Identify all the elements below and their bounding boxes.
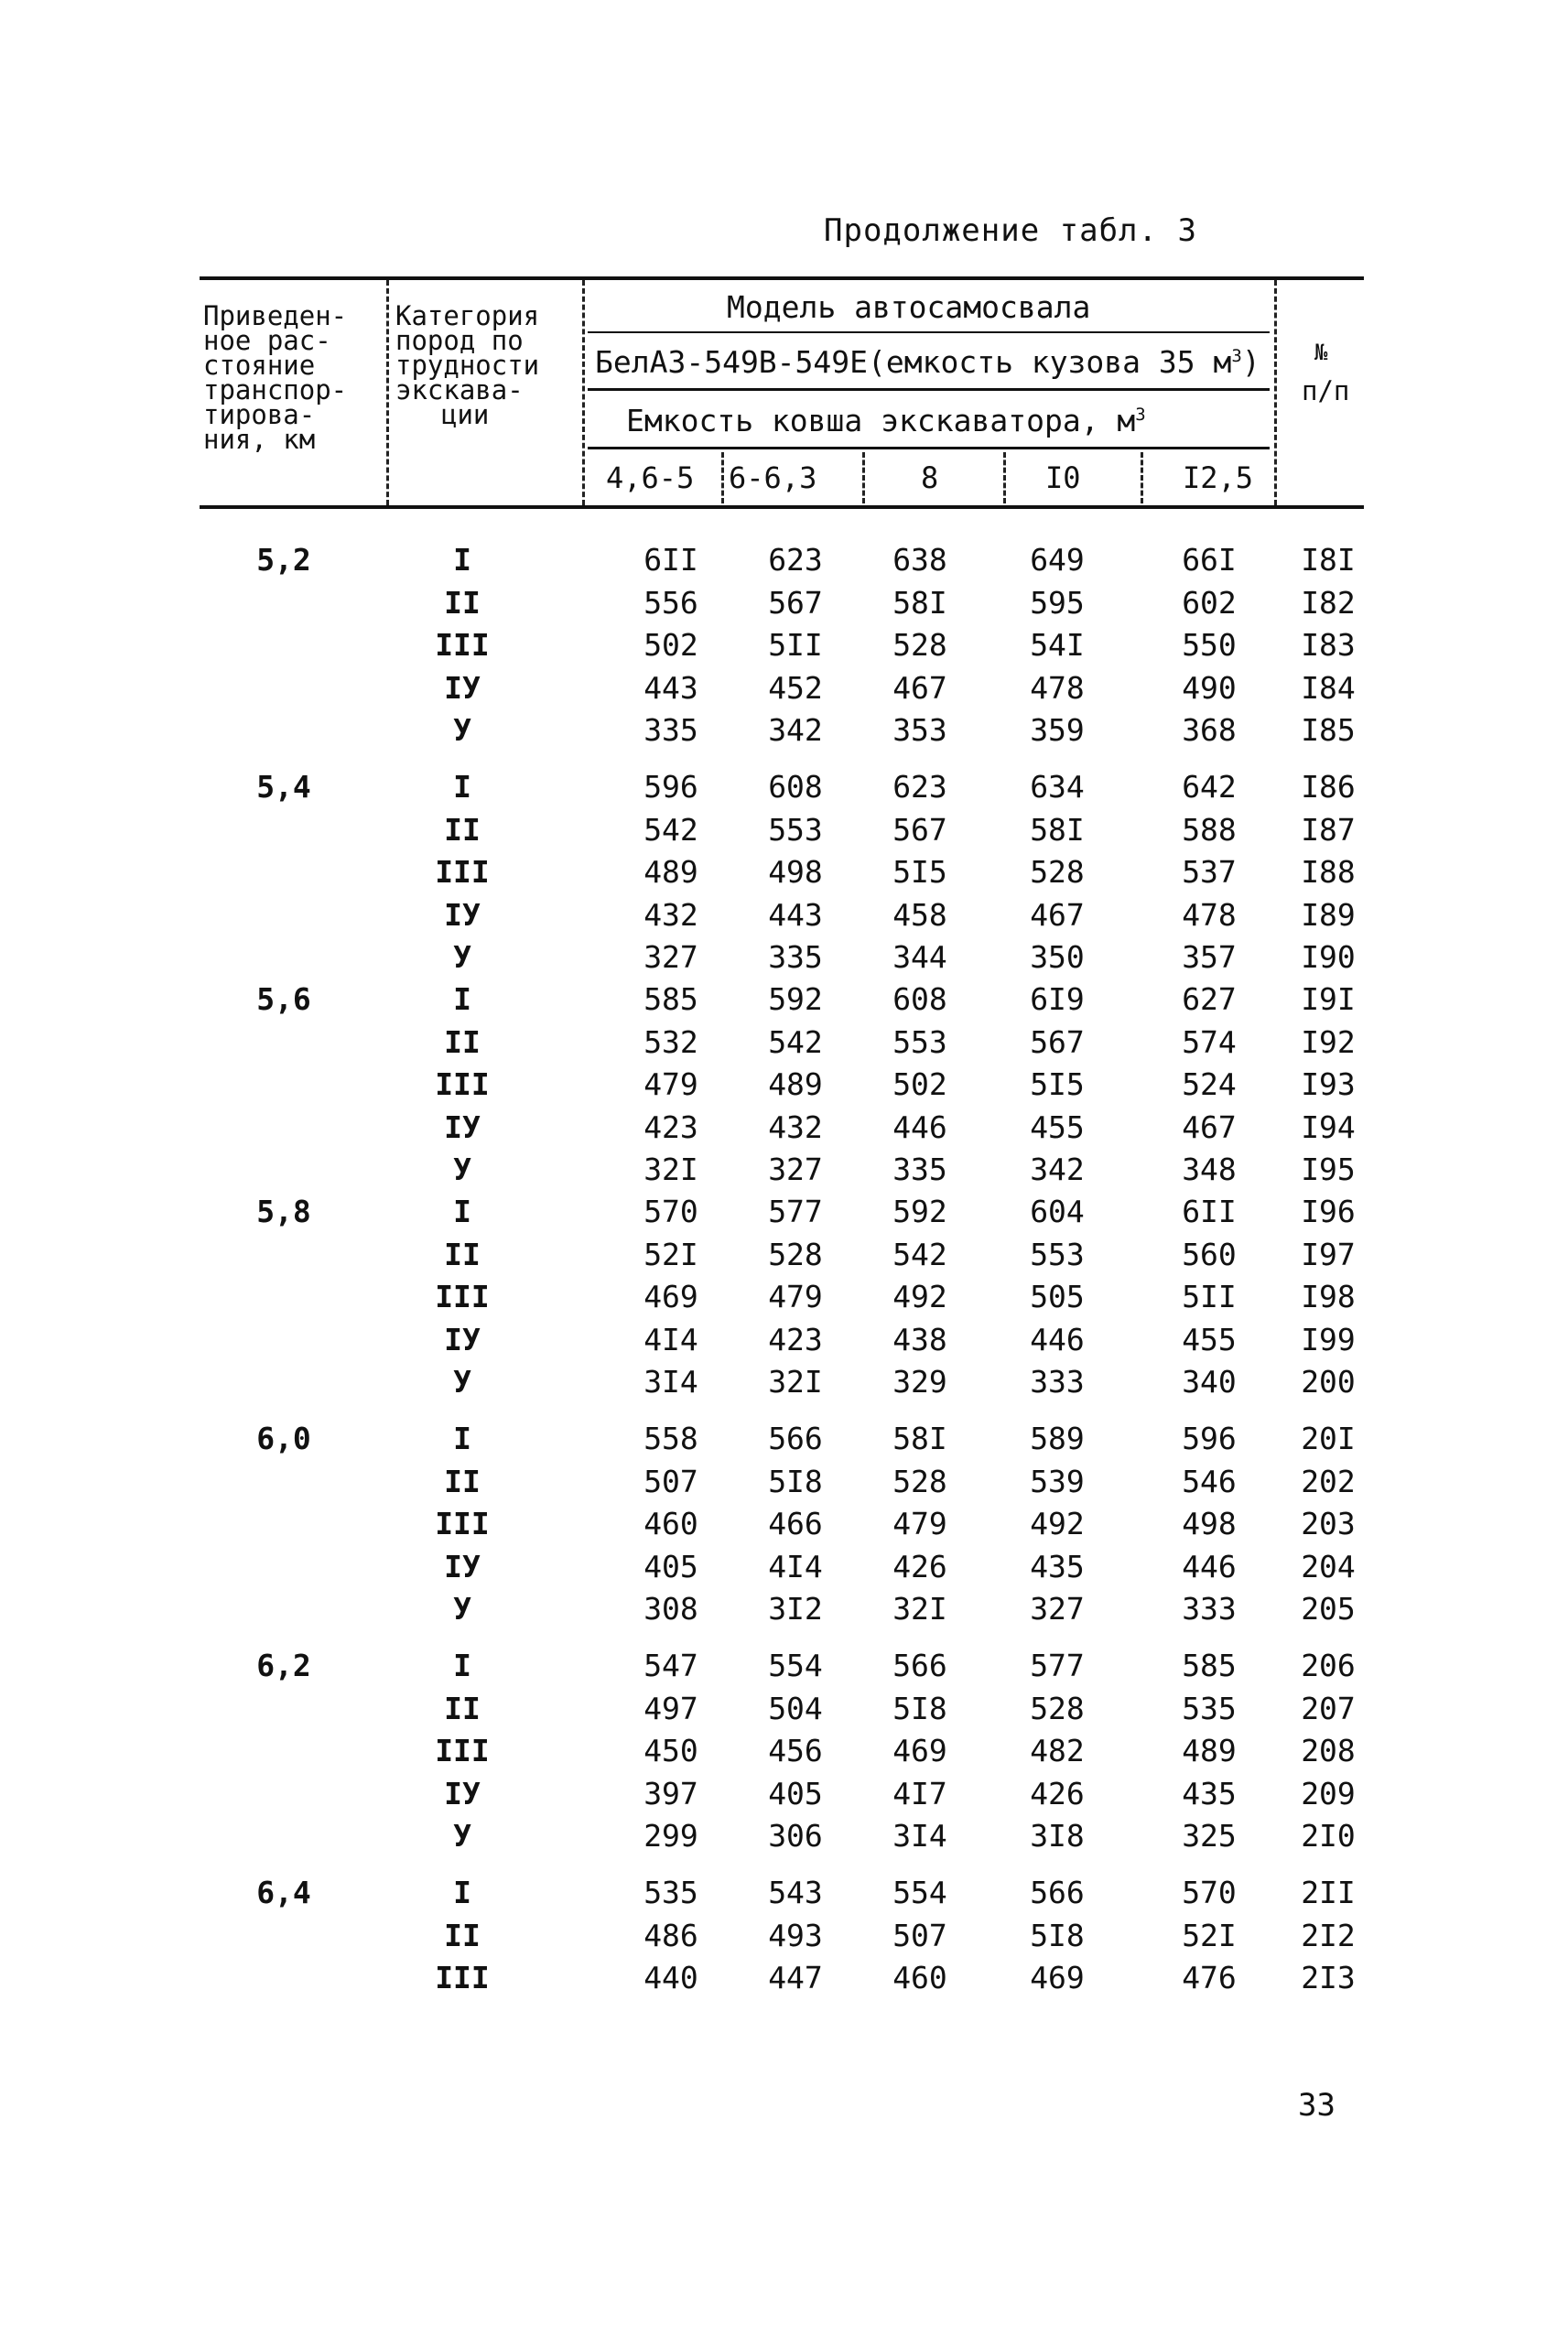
value-cell: 469 <box>892 1733 947 1768</box>
row-number-cell: I94 <box>1301 1109 1356 1145</box>
value-cell: 3I4 <box>643 1364 698 1400</box>
value-cell: 58I <box>892 585 947 621</box>
value-cell: 460 <box>892 1960 947 1995</box>
row-number-cell: 206 <box>1301 1648 1356 1683</box>
value-cell: 507 <box>643 1464 698 1499</box>
row-number-cell: I93 <box>1301 1066 1356 1102</box>
category-cell: У <box>453 1152 471 1187</box>
value-cell: 443 <box>643 670 698 706</box>
value-cell: 32I <box>892 1591 947 1627</box>
page-number: 33 <box>1298 2087 1336 2124</box>
value-cell: 479 <box>643 1066 698 1102</box>
value-cell: 528 <box>1030 1691 1085 1726</box>
value-cell: 52I <box>643 1237 698 1272</box>
value-cell: 554 <box>768 1648 823 1683</box>
header-category-line: трудности <box>395 350 540 381</box>
value-cell: 507 <box>892 1918 947 1953</box>
value-cell: 5II <box>768 627 823 663</box>
header-distance-line: ния, км <box>203 424 316 455</box>
value-cell: 342 <box>768 712 823 748</box>
distance-cell: 5,2 <box>256 542 311 578</box>
value-cell: 566 <box>892 1648 947 1683</box>
value-cell: 585 <box>1182 1648 1237 1683</box>
value-cell: 5I8 <box>768 1464 823 1499</box>
value-cell: 405 <box>643 1549 698 1584</box>
value-cell: 5I5 <box>892 854 947 890</box>
value-cell: 357 <box>1182 939 1237 975</box>
row-number-cell: I90 <box>1301 939 1356 975</box>
category-cell: III <box>435 1960 490 1995</box>
value-cell: 438 <box>892 1322 947 1357</box>
value-cell: 595 <box>1030 585 1085 621</box>
value-cell: 493 <box>768 1918 823 1953</box>
value-cell: 553 <box>768 812 823 848</box>
category-cell: II <box>444 812 481 848</box>
category-cell: IУ <box>444 1776 481 1811</box>
category-cell: III <box>435 1733 490 1768</box>
value-cell: 456 <box>768 1733 823 1768</box>
row-number-cell: 208 <box>1301 1733 1356 1768</box>
value-cell: 592 <box>768 981 823 1017</box>
value-cell: 435 <box>1030 1549 1085 1584</box>
capacity-header: 6-6,3 <box>729 460 817 495</box>
value-cell: 447 <box>768 1960 823 1995</box>
category-cell: III <box>435 627 490 663</box>
header-category-line: пород по <box>395 325 524 356</box>
capacity-header: I0 <box>1045 460 1081 495</box>
row-number-cell: 207 <box>1301 1691 1356 1726</box>
row-number-cell: 20I <box>1301 1421 1356 1456</box>
row-number-cell: I84 <box>1301 670 1356 706</box>
value-cell: 440 <box>643 1960 698 1995</box>
header-distance-line: тирова- <box>203 399 316 430</box>
category-cell: I <box>453 1875 471 1910</box>
row-number-cell: 200 <box>1301 1364 1356 1400</box>
value-cell: 602 <box>1182 585 1237 621</box>
distance-cell: 6,0 <box>256 1421 311 1456</box>
value-cell: 32I <box>643 1152 698 1187</box>
category-cell: IУ <box>444 670 481 706</box>
truck-model <box>595 346 1260 379</box>
value-cell: 353 <box>892 712 947 748</box>
row-number-cell: I9I <box>1301 981 1356 1017</box>
value-cell: 550 <box>1182 627 1237 663</box>
value-cell: 546 <box>1182 1464 1237 1499</box>
value-cell: 5I8 <box>892 1691 947 1726</box>
category-cell: IУ <box>444 1109 481 1145</box>
value-cell: 498 <box>768 854 823 890</box>
value-cell: 592 <box>892 1194 947 1229</box>
row-number-cell: I89 <box>1301 897 1356 933</box>
value-cell: 58I <box>1030 812 1085 848</box>
distance-cell: 6,2 <box>256 1648 311 1683</box>
value-cell: 58I <box>892 1421 947 1456</box>
value-cell: 52I <box>1182 1918 1237 1953</box>
distance-cell: 6,4 <box>256 1875 311 1910</box>
value-cell: 608 <box>768 769 823 805</box>
value-cell: 476 <box>1182 1960 1237 1995</box>
value-cell: 3I4 <box>892 1818 947 1854</box>
value-cell: 560 <box>1182 1237 1237 1272</box>
value-cell: 482 <box>1030 1733 1085 1768</box>
value-cell: 535 <box>643 1875 698 1910</box>
value-cell: 574 <box>1182 1024 1237 1060</box>
value-cell: 539 <box>1030 1464 1085 1499</box>
row-number-cell: I96 <box>1301 1194 1356 1229</box>
value-cell: 567 <box>768 585 823 621</box>
value-cell: 547 <box>643 1648 698 1683</box>
value-cell: 299 <box>643 1818 698 1854</box>
category-cell: II <box>444 1918 481 1953</box>
header-category-line: ции <box>441 399 490 430</box>
row-number-cell: 204 <box>1301 1549 1356 1584</box>
row-number-cell: I98 <box>1301 1279 1356 1314</box>
value-cell: 466 <box>768 1506 823 1541</box>
category-cell: I <box>453 542 471 578</box>
category-cell: IУ <box>444 1322 481 1357</box>
table-caption: Продолжение табл. 3 <box>824 212 1197 249</box>
category-cell: II <box>444 1237 481 1272</box>
model-title-rule <box>588 331 1270 333</box>
category-cell: III <box>435 1066 490 1102</box>
value-cell: 446 <box>892 1109 947 1145</box>
value-cell: 327 <box>768 1152 823 1187</box>
value-cell: 469 <box>1030 1960 1085 1995</box>
header-distance-line: ное рас- <box>203 325 331 356</box>
row-number-cell: I97 <box>1301 1237 1356 1272</box>
row-number-cell: I83 <box>1301 627 1356 663</box>
truck-model-unit-exp: 3 <box>1231 346 1242 366</box>
value-cell: 423 <box>768 1322 823 1357</box>
value-cell: 344 <box>892 939 947 975</box>
value-cell: 446 <box>1030 1322 1085 1357</box>
value-cell: 432 <box>768 1109 823 1145</box>
value-cell: 32I <box>768 1364 823 1400</box>
value-cell: 4I4 <box>643 1322 698 1357</box>
value-cell: 489 <box>643 854 698 890</box>
value-cell: 567 <box>892 812 947 848</box>
value-cell: 577 <box>768 1194 823 1229</box>
value-cell: 325 <box>1182 1818 1237 1854</box>
cap-separator-2 <box>862 452 865 503</box>
value-cell: 556 <box>643 585 698 621</box>
row-number-cell: I88 <box>1301 854 1356 890</box>
row-number-cell: I82 <box>1301 585 1356 621</box>
header-top-rule <box>200 276 1364 280</box>
category-cell: III <box>435 1506 490 1541</box>
value-cell: 528 <box>1030 854 1085 890</box>
value-cell: 335 <box>892 1152 947 1187</box>
value-cell: 455 <box>1030 1109 1085 1145</box>
col-separator-1 <box>386 280 389 505</box>
value-cell: 467 <box>1182 1109 1237 1145</box>
value-cell: 489 <box>1182 1733 1237 1768</box>
value-cell: 4I4 <box>768 1549 823 1584</box>
value-cell: 570 <box>643 1194 698 1229</box>
value-cell: 335 <box>643 712 698 748</box>
value-cell: 478 <box>1182 897 1237 933</box>
value-cell: 455 <box>1182 1322 1237 1357</box>
value-cell: 535 <box>1182 1691 1237 1726</box>
value-cell: 524 <box>1182 1066 1237 1102</box>
value-cell: 5I5 <box>1030 1066 1085 1102</box>
truck-model-text: БелАЗ-549В-549Е(емкость кузова 35 м <box>595 344 1232 380</box>
value-cell: 333 <box>1030 1364 1085 1400</box>
value-cell: 443 <box>768 897 823 933</box>
cap-separator-4 <box>1141 452 1143 503</box>
cap-separator-3 <box>1003 452 1006 503</box>
value-cell: 608 <box>892 981 947 1017</box>
value-cell: 469 <box>643 1279 698 1314</box>
capacity-header: 8 <box>921 460 939 495</box>
value-cell: 479 <box>768 1279 823 1314</box>
value-cell: 634 <box>1030 769 1085 805</box>
row-number-cell: 203 <box>1301 1506 1356 1541</box>
row-number-cell: I95 <box>1301 1152 1356 1187</box>
value-cell: 340 <box>1182 1364 1237 1400</box>
category-cell: У <box>453 1818 471 1854</box>
value-cell: 335 <box>768 939 823 975</box>
category-cell: II <box>444 1024 481 1060</box>
row-number-cell: I99 <box>1301 1322 1356 1357</box>
value-cell: 426 <box>1030 1776 1085 1811</box>
bucket-capacity-unit-exp: 3 <box>1135 405 1146 425</box>
value-cell: 623 <box>768 542 823 578</box>
value-cell: 537 <box>1182 854 1237 890</box>
value-cell: 490 <box>1182 670 1237 706</box>
category-cell: IУ <box>444 897 481 933</box>
capacity-header: I2,5 <box>1183 460 1254 495</box>
value-cell: 426 <box>892 1549 947 1584</box>
header-number-sign: № <box>1314 340 1328 365</box>
value-cell: 558 <box>643 1421 698 1456</box>
value-cell: 423 <box>643 1109 698 1145</box>
row-number-cell: I87 <box>1301 812 1356 848</box>
value-cell: 6II <box>643 542 698 578</box>
value-cell: 532 <box>643 1024 698 1060</box>
row-number-cell: I86 <box>1301 769 1356 805</box>
value-cell: 478 <box>1030 670 1085 706</box>
value-cell: 3I8 <box>1030 1818 1085 1854</box>
value-cell: 567 <box>1030 1024 1085 1060</box>
value-cell: 359 <box>1030 712 1085 748</box>
value-cell: 570 <box>1182 1875 1237 1910</box>
capacity-header: 4,6-5 <box>606 460 695 495</box>
value-cell: 505 <box>1030 1279 1085 1314</box>
cap-separator-1 <box>721 452 724 503</box>
value-cell: 585 <box>643 981 698 1017</box>
value-cell: 502 <box>643 627 698 663</box>
category-cell: III <box>435 854 490 890</box>
value-cell: 333 <box>1182 1591 1237 1627</box>
value-cell: 596 <box>643 769 698 805</box>
header-bottom-rule <box>200 505 1364 509</box>
category-cell: I <box>453 1421 471 1456</box>
value-cell: 528 <box>768 1237 823 1272</box>
header-distance <box>203 300 383 455</box>
value-cell: 3I2 <box>768 1591 823 1627</box>
value-cell: 492 <box>892 1279 947 1314</box>
value-cell: 504 <box>768 1691 823 1726</box>
category-cell: У <box>453 712 471 748</box>
value-cell: 489 <box>768 1066 823 1102</box>
value-cell: 528 <box>892 627 947 663</box>
row-number-cell: 205 <box>1301 1591 1356 1627</box>
value-cell: 589 <box>1030 1421 1085 1456</box>
value-cell: 450 <box>643 1733 698 1768</box>
value-cell: 566 <box>768 1421 823 1456</box>
value-cell: 329 <box>892 1364 947 1400</box>
header-distance-line: транспор- <box>203 374 348 406</box>
value-cell: 5II <box>1182 1279 1237 1314</box>
header-distance-line: стояние <box>203 350 316 381</box>
value-cell: 435 <box>1182 1776 1237 1811</box>
value-cell: 479 <box>892 1506 947 1541</box>
value-cell: 588 <box>1182 812 1237 848</box>
value-cell: 6II <box>1182 1194 1237 1229</box>
row-number-cell: 2I0 <box>1301 1818 1356 1854</box>
bucket-rule <box>588 447 1270 449</box>
col-separator-3 <box>1274 280 1277 505</box>
value-cell: 66I <box>1182 542 1237 578</box>
category-cell: У <box>453 939 471 975</box>
category-cell: II <box>444 1691 481 1726</box>
value-cell: 553 <box>892 1024 947 1060</box>
value-cell: 327 <box>1030 1591 1085 1627</box>
value-cell: 327 <box>643 939 698 975</box>
value-cell: 486 <box>643 1918 698 1953</box>
value-cell: 397 <box>643 1776 698 1811</box>
value-cell: 54I <box>1030 627 1085 663</box>
category-cell: I <box>453 1194 471 1229</box>
value-cell: 627 <box>1182 981 1237 1017</box>
value-cell: 542 <box>892 1237 947 1272</box>
value-cell: 5I8 <box>1030 1918 1085 1953</box>
value-cell: 446 <box>1182 1549 1237 1584</box>
header-category-line: Категория <box>395 300 540 331</box>
category-cell: II <box>444 1464 481 1499</box>
value-cell: 342 <box>1030 1152 1085 1187</box>
value-cell: 497 <box>643 1691 698 1726</box>
distance-cell: 5,6 <box>256 981 311 1017</box>
category-cell: III <box>435 1279 490 1314</box>
value-cell: 452 <box>768 670 823 706</box>
value-cell: 638 <box>892 542 947 578</box>
value-cell: 467 <box>1030 897 1085 933</box>
row-number-cell: 202 <box>1301 1464 1356 1499</box>
value-cell: 642 <box>1182 769 1237 805</box>
value-cell: 553 <box>1030 1237 1085 1272</box>
value-cell: 432 <box>643 897 698 933</box>
value-cell: 649 <box>1030 542 1085 578</box>
value-cell: 368 <box>1182 712 1237 748</box>
value-cell: 554 <box>892 1875 947 1910</box>
value-cell: 405 <box>768 1776 823 1811</box>
header-category-line: экскава- <box>395 374 524 406</box>
value-cell: 308 <box>643 1591 698 1627</box>
row-number-cell: 2I2 <box>1301 1918 1356 1953</box>
value-cell: 467 <box>892 670 947 706</box>
category-cell: II <box>444 585 481 621</box>
category-cell: IУ <box>444 1549 481 1584</box>
value-cell: 623 <box>892 769 947 805</box>
category-cell: I <box>453 981 471 1017</box>
value-cell: 492 <box>1030 1506 1085 1541</box>
value-cell: 604 <box>1030 1194 1085 1229</box>
bucket-capacity-text: Емкость ковша экскаватора, м <box>626 403 1136 438</box>
bucket-capacity-title <box>626 405 1146 438</box>
value-cell: 502 <box>892 1066 947 1102</box>
row-number-cell: 2II <box>1301 1875 1356 1910</box>
header-category <box>395 300 579 430</box>
value-cell: 528 <box>892 1464 947 1499</box>
truck-model-close: ) <box>1241 344 1260 380</box>
category-cell: I <box>453 1648 471 1683</box>
col-separator-2 <box>582 280 585 505</box>
distance-cell: 5,4 <box>256 769 311 805</box>
category-cell: У <box>453 1591 471 1627</box>
header-row-number: п/п <box>1302 375 1350 406</box>
row-number-cell: I85 <box>1301 712 1356 748</box>
row-number-cell: I8I <box>1301 542 1356 578</box>
category-cell: У <box>453 1364 471 1400</box>
model-title: Модель автосамосвала <box>727 289 1091 325</box>
distance-cell: 5,8 <box>256 1194 311 1229</box>
category-cell: I <box>453 769 471 805</box>
value-cell: 306 <box>768 1818 823 1854</box>
value-cell: 4I7 <box>892 1776 947 1811</box>
value-cell: 542 <box>643 812 698 848</box>
value-cell: 348 <box>1182 1152 1237 1187</box>
value-cell: 543 <box>768 1875 823 1910</box>
value-cell: 350 <box>1030 939 1085 975</box>
truck-rule <box>588 388 1270 391</box>
row-number-cell: 2I3 <box>1301 1960 1356 1995</box>
value-cell: 458 <box>892 897 947 933</box>
value-cell: 542 <box>768 1024 823 1060</box>
value-cell: 566 <box>1030 1875 1085 1910</box>
header-distance-line: Приведен- <box>203 300 348 331</box>
row-number-cell: 209 <box>1301 1776 1356 1811</box>
value-cell: 6I9 <box>1030 981 1085 1017</box>
value-cell: 460 <box>643 1506 698 1541</box>
value-cell: 577 <box>1030 1648 1085 1683</box>
value-cell: 498 <box>1182 1506 1237 1541</box>
row-number-cell: I92 <box>1301 1024 1356 1060</box>
value-cell: 596 <box>1182 1421 1237 1456</box>
